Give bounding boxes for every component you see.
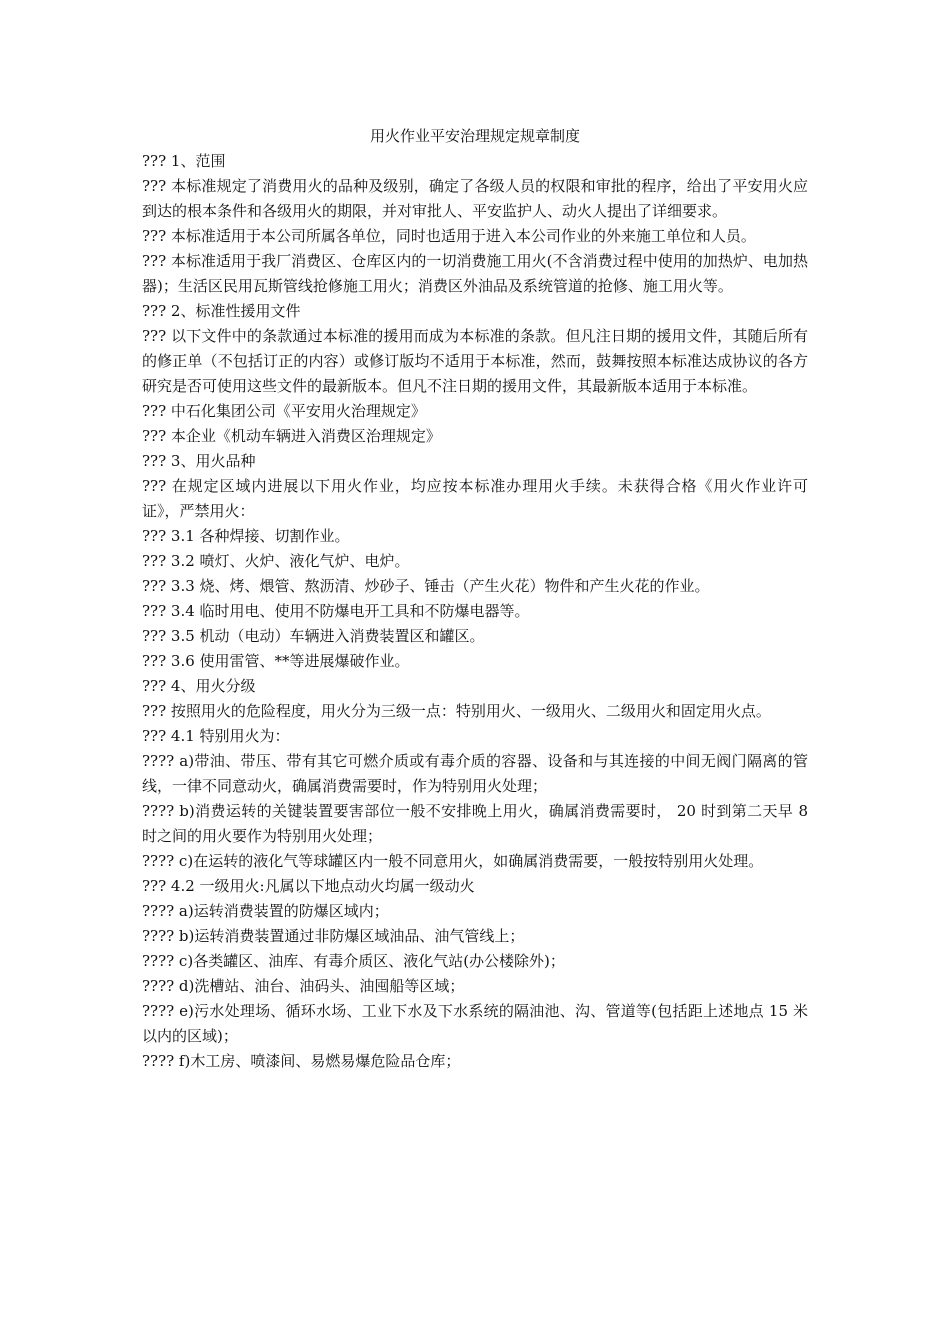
paragraph: ???? a)带油、带压、带有其它可燃介质或有毒介质的容器、设备和与其连接的中间无阀门隔离的管线，一律不同意动火，确属消费需要时，作为特别用火处理； <box>142 752 808 795</box>
paragraph: ??? 2、标准性援用文件 <box>142 302 301 320</box>
paragraph: ??? 本标准适用于本公司所属各单位，同时也适用于进入本公司作业的外来施工单位和人员。 <box>142 227 756 245</box>
paragraph: ??? 3.3 烧、烤、煨管、熬沥清、炒砂子、锤击（产生火花）物件和产生火花的作业。 <box>142 577 710 595</box>
paragraph: ??? 4.2 一级用火:凡属以下地点动火均属一级动火 <box>142 877 475 895</box>
paragraph: ??? 3.1 各种焊接、切割作业。 <box>142 527 350 545</box>
paragraph: ??? 本企业《机动车辆进入消费区治理规定》 <box>142 427 441 445</box>
paragraph: ??? 本标准规定了消费用火的品种及级别，确定了各级人员的权限和审批的程序，给出了平安用火应到达的根本条件和各级用火的期限，并对审批人、平安监护人、动火人提出了详细要求。 <box>142 177 808 220</box>
paragraph: ???? c)各类罐区、油库、有毒介质区、液化气站(办公楼除外)； <box>142 952 565 970</box>
paragraph: ??? 以下文件中的条款通过本标准的援用而成为本标准的条款。但凡注日期的援用文件，其随后所有的修正单（不包括订正的内容）或修订版均不适用于本标准，然而，鼓舞按照本标准达成协议的各方研究是否可使用这些文件的最新版本。但凡不注日期的援用文件，其最新版本适用于本标准。 <box>142 327 808 395</box>
paragraph: ???? a)运转消费装置的防爆区域内； <box>142 902 389 920</box>
paragraph: ??? 1、范围 <box>142 152 226 170</box>
document-body <box>142 149 808 1074</box>
paragraph: ???? c)在运转的液化气等球罐区内一般不同意用火，如确属消费需要，一般按特别用火处理。 <box>142 852 764 870</box>
paragraph: ??? 本标准适用于我厂消费区、仓库区内的一切消费施工用火(不含消费过程中使用的加热炉、电加热器)；生活区民用瓦斯管线抢修施工用火；消费区外油品及系统管道的抢修、施工用火等。 <box>142 252 808 295</box>
paragraph: ??? 3.4 临时用电、使用不防爆电开工具和不防爆电器等。 <box>142 602 530 620</box>
paragraph: ??? 4.1 特别用火为： <box>142 727 290 745</box>
paragraph: ??? 3.2 喷灯、火炉、液化气炉、电炉。 <box>142 552 410 570</box>
paragraph: ??? 按照用火的危险程度，用火分为三级一点：特别用火、一级用火、二级用火和固定用火点。 <box>142 702 771 720</box>
paragraph: ??? 在规定区域内进展以下用火作业，均应按本标准办理用火手续。未获得合格《用火作业许可证》，严禁用火： <box>142 477 808 520</box>
document-title: 用火作业平安治理规定规章制度 <box>369 127 580 145</box>
document-page <box>142 124 808 1074</box>
paragraph: ??? 3.6 使用雷管、**等进展爆破作业。 <box>142 652 410 670</box>
paragraph: ???? b)消费运转的关键装置要害部位一般不安排晚上用火，确属消费需要时， 20 时到第二天早 8 时之间的用火要作为特别用火处理； <box>142 802 808 845</box>
paragraph: ???? b)运转消费装置通过非防爆区域油品、油气管线上； <box>142 927 525 945</box>
paragraph: ???? d)洗槽站、油台、油码头、油囤船等区域； <box>142 977 465 995</box>
paragraph: ???? e)污水处理场、循环水场、工业下水及下水系统的隔油池、沟、管道等(包括距上述地点 15 米以内的区域)； <box>142 1002 808 1045</box>
paragraph: ??? 中石化集团公司《平安用火治理规定》 <box>142 402 426 420</box>
paragraph: ???? f)木工房、喷漆间、易燃易爆危险品仓库； <box>142 1052 461 1070</box>
paragraph: ??? 3、用火品种 <box>142 452 256 470</box>
paragraph: ??? 4、用火分级 <box>142 677 256 695</box>
paragraph: ??? 3.5 机动（电动）车辆进入消费装置区和罐区。 <box>142 627 485 645</box>
